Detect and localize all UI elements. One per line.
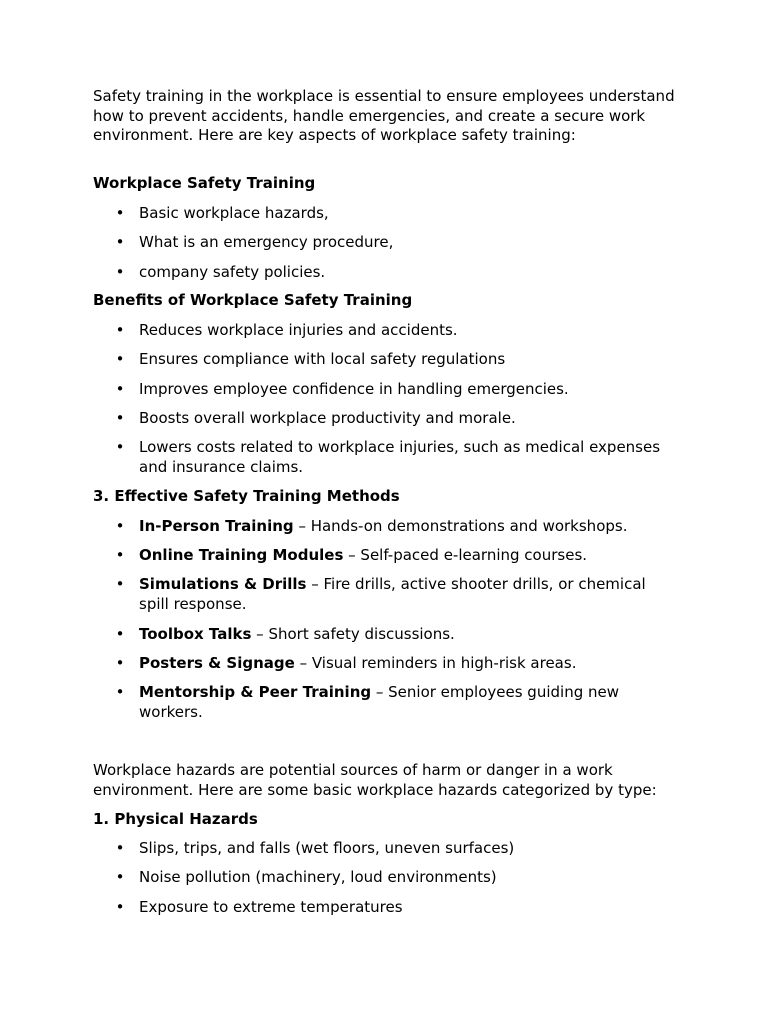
section-heading-physical-hazards: 1. Physical Hazards [93,810,258,828]
bullet-icon: • [115,546,125,564]
method-description: – Hands-on demonstrations and workshops. [293,517,628,535]
bullet-icon: • [115,575,125,593]
list-item-text: Basic workplace hazards, [139,204,329,222]
bullet-icon: • [115,380,125,398]
bullet-icon: • [115,204,125,222]
list-item [115,204,679,224]
method-description: – Visual reminders in high-risk areas. [294,654,577,672]
hazards-intro-paragraph: Workplace hazards are potential sources of harm or danger in a work environment. Here are some basic workplace hazards categorized by type: [93,761,657,799]
bullet-icon: • [115,683,125,701]
bullet-icon: • [115,263,125,281]
list-item [115,263,679,283]
list-item-text: Ensures compliance with local safety regulations [139,350,506,368]
bullet-icon: • [115,898,125,916]
method-label: Simulations & Drills [139,575,307,593]
list-item [115,321,679,341]
list-item [115,683,679,722]
bullet-icon: • [115,350,125,368]
list-item [115,409,679,429]
list-item-text: Improves employee confidence in handling emergencies. [139,380,569,398]
list-item [115,839,679,859]
method-label: Mentorship & Peer Training [139,683,372,701]
method-label: Posters & Signage [139,654,295,672]
bullet-icon: • [115,654,125,672]
method-label: Online Training Modules [139,546,344,564]
list-item [115,575,679,614]
method-description: – Senior employees guiding new workers. [139,683,619,721]
method-label: In-Person Training [139,517,294,535]
list-item-text: Noise pollution (machinery, loud environments) [139,868,497,886]
section-heading-benefits: Benefits of Workplace Safety Training [93,291,413,309]
bullet-icon: • [115,625,125,643]
bullet-icon: • [115,839,125,857]
bullet-icon: • [115,517,125,535]
list-item [115,625,679,645]
list-item [115,438,679,477]
bullet-icon: • [115,868,125,886]
list-item-text: Boosts overall workplace productivity and morale. [139,409,516,427]
list-item [115,517,679,537]
section-heading-workplace-safety-training: Workplace Safety Training [93,174,316,192]
list-item [115,350,679,370]
intro-paragraph: Safety training in the workplace is essential to ensure employees understand how to prevent accidents, handle emergencies, and create a secure work environment. Here are key aspects of workplace safety training: [93,87,675,144]
method-description: – Short safety discussions. [251,625,455,643]
method-description: – Fire drills, active shooter drills, or chemical spill response. [139,575,646,613]
section-heading-training-methods: 3. Effective Safety Training Methods [93,487,400,505]
list-item-text: Slips, trips, and falls (wet floors, uneven surfaces) [139,839,515,857]
method-description: – Self-paced e-learning courses. [343,546,588,564]
list-item [115,233,679,253]
list-item-text: Exposure to extreme temperatures [139,898,403,916]
list-item [115,380,679,400]
method-label: Toolbox Talks [139,625,252,643]
list-item [115,898,679,918]
list-item-text: Reduces workplace injuries and accidents. [139,321,458,339]
bullet-icon: • [115,233,125,251]
list-item [115,654,679,674]
list-item-text: What is an emergency procedure, [139,233,394,251]
list-item [115,868,679,888]
list-item [115,546,679,566]
list-item-text: company safety policies. [139,263,326,281]
list-item-text: Lowers costs related to workplace injuries, such as medical expenses and insurance claims. [139,438,661,476]
bullet-icon: • [115,438,125,456]
bullet-icon: • [115,409,125,427]
bullet-icon: • [115,321,125,339]
